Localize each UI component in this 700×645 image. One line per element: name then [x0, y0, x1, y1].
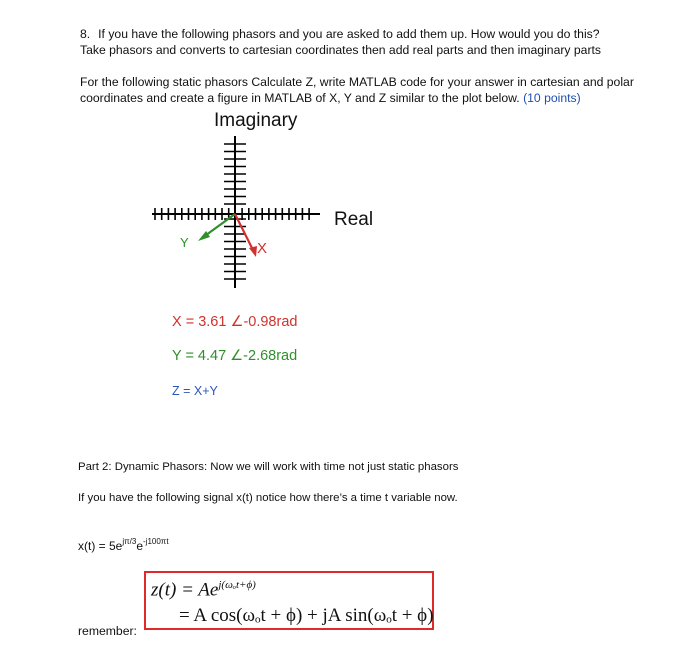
signal-exponent-1: jπ/3 [122, 537, 137, 546]
formula-line-1-text: z(t) = Ae [151, 579, 219, 601]
signal-prefix: x(t) = 5e [78, 539, 123, 553]
signal-equation [78, 538, 169, 553]
formula-line-1 [151, 579, 256, 601]
real-axis-label: Real [334, 209, 374, 230]
x-vector [235, 214, 257, 257]
instructions-text: coordinates and create a figure in MATLAB of X, Y and Z similar to the plot below. [80, 91, 520, 105]
instructions-line-2 [80, 90, 581, 106]
x-equation: X = 3.61 ∠-0.98rad [172, 314, 298, 330]
y-equation: Y = 4.47 ∠-2.68rad [172, 348, 298, 364]
question-text: If you have the following phasors and you are asked to add them up. How would you do this? [98, 27, 600, 41]
remember-label: remember: [78, 624, 137, 638]
formula-line-1-exponent: j(ωₒt+ϕ) [218, 579, 256, 591]
phasor-plot [140, 136, 340, 296]
axis-ticks [155, 144, 309, 279]
x-vector-label: X [257, 240, 268, 257]
points-label: (10 points) [523, 91, 581, 105]
euler-formula-box [144, 571, 434, 630]
question-number: 8. [80, 27, 91, 41]
signal-exponent-2: -j100πt [143, 537, 169, 546]
y-vector-label: Y [180, 235, 189, 250]
y-vector [198, 214, 235, 241]
imaginary-axis-label: Imaginary [214, 110, 298, 131]
question-line-1 [80, 26, 600, 42]
signal-mid: e [136, 539, 144, 553]
part2-heading: Part 2: Dynamic Phasors: Now we will work with time not just static phasors [78, 461, 459, 473]
part2-text: If you have the following signal x(t) notice how there’s a time t variable now. [78, 492, 458, 504]
z-equation: Z = X+Y [172, 384, 218, 398]
question-line-2: Take phasors and converts to cartesian coordinates then add real parts and then imaginary parts [80, 43, 601, 57]
formula-line-2: = A cos(ωₒt + ϕ) + jA sin(ωₒt + ϕ) [179, 605, 434, 626]
instructions-line-1: For the following static phasors Calculate Z, write MATLAB code for your answer in cartesian and polar [80, 75, 634, 89]
